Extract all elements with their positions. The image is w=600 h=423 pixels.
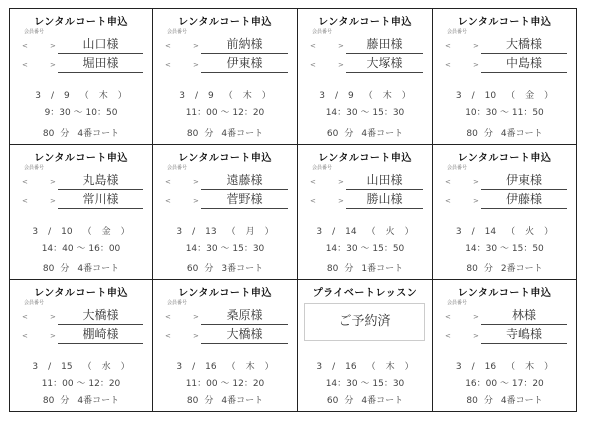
duration-court	[298, 261, 432, 274]
member-number-close: >	[50, 197, 56, 205]
duration: 80	[466, 396, 478, 406]
reservation-date: 3 / 9 （ 木 ）	[35, 91, 127, 101]
court-number: 1番コート	[361, 264, 404, 274]
rental-card	[10, 9, 153, 145]
card-title: レンタルコート申込	[34, 153, 128, 164]
reservation-date: 3 / 16 （ 木 ）	[455, 362, 554, 372]
duration-court	[433, 393, 576, 406]
applicant-name-1: 大橋様	[58, 307, 143, 325]
applicant-name-1: 前納様	[201, 36, 288, 54]
court-number: 3番コート	[221, 264, 264, 274]
duration-court	[153, 393, 297, 406]
applicant-name-1: 遠藤様	[201, 172, 288, 190]
member-number-open: <	[310, 42, 316, 50]
rental-card	[433, 280, 576, 411]
member-row-1	[10, 36, 152, 54]
member-number-close: >	[193, 61, 199, 69]
reservation-time: 14：30 ～ 15：30	[325, 379, 405, 389]
card-title: レンタルコート申込	[34, 17, 128, 28]
member-number-close: >	[193, 197, 199, 205]
court-number: 4番コート	[361, 129, 404, 139]
member-number-close: >	[338, 42, 344, 50]
member-number-close: >	[50, 42, 56, 50]
member-number-close: >	[338, 178, 344, 186]
member-number-label: 会員番号	[167, 165, 188, 171]
member-number-close: >	[338, 61, 344, 69]
member-number-open: <	[445, 313, 451, 321]
reservation-date: 3 / 16 （ 木 ）	[316, 362, 414, 372]
member-row-1	[433, 36, 576, 54]
member-number-open: <	[445, 197, 451, 205]
duration-court	[153, 261, 297, 274]
reservation-grid	[10, 9, 576, 411]
member-number-close: >	[473, 61, 479, 69]
member-number-label: 会員番号	[24, 165, 45, 171]
member-number-close: >	[473, 42, 479, 50]
court-number: 4番コート	[500, 129, 543, 139]
rental-card	[10, 280, 153, 411]
duration: 80	[42, 264, 55, 274]
minutes-unit: 分	[483, 129, 493, 139]
member-number-label: 会員番号	[312, 29, 333, 35]
member-row-1	[433, 172, 576, 190]
duration: 80	[42, 396, 55, 406]
applicant-name-1: 山口様	[58, 36, 143, 54]
court-number: 4番コート	[77, 264, 120, 274]
court-number: 4番コート	[500, 396, 543, 406]
member-row-1	[298, 36, 432, 54]
member-row-2	[153, 55, 297, 73]
duration-court	[298, 126, 432, 139]
applicant-name-1: 藤田様	[346, 36, 423, 54]
member-number-open: <	[22, 197, 28, 205]
member-number-open: <	[310, 178, 316, 186]
member-number-open: <	[165, 42, 171, 50]
reservation-sheet	[9, 8, 577, 412]
reservation-date: 3 / 16 （ 木 ）	[176, 362, 274, 372]
card-title: プライベートレッスン	[312, 288, 418, 299]
reservation-time: 14：30 ～ 15：30	[185, 244, 265, 254]
member-row-1	[153, 307, 297, 325]
member-row-2	[10, 191, 152, 209]
reservation-time: 14：30 ～ 15：50	[325, 244, 405, 254]
member-row-2	[153, 191, 297, 209]
reserved-stamp: ご予約済	[304, 303, 425, 341]
card-title: レンタルコート申込	[178, 17, 272, 28]
member-number-open: <	[165, 332, 171, 340]
member-row-1	[433, 307, 576, 325]
reservation-date: 3 / 14 （ 火 ）	[455, 227, 554, 237]
member-row-2	[10, 55, 152, 73]
member-number-open: <	[165, 178, 171, 186]
member-number-open: <	[445, 178, 451, 186]
reservation-time: 14：30 ～ 15：30	[325, 108, 405, 118]
reservation-time: 11：00 ～ 12：20	[185, 108, 265, 118]
duration: 60	[186, 264, 199, 274]
member-row-2	[298, 191, 432, 209]
court-number: 4番コート	[77, 396, 120, 406]
member-number-close: >	[473, 313, 479, 321]
member-number-label: 会員番号	[447, 300, 468, 306]
card-title: レンタルコート申込	[178, 288, 272, 299]
minutes-unit: 分	[204, 129, 214, 139]
member-number-label: 会員番号	[447, 29, 468, 35]
member-number-label: 会員番号	[24, 29, 45, 35]
member-number-close: >	[50, 313, 56, 321]
duration-court	[10, 126, 152, 139]
card-title: レンタルコート申込	[457, 288, 552, 299]
applicant-name-2: 伊東様	[201, 55, 288, 73]
rental-card	[298, 145, 433, 280]
member-number-close: >	[473, 178, 479, 186]
rental-card	[153, 145, 298, 280]
member-number-open: <	[165, 197, 171, 205]
applicant-name-2: 大橋様	[201, 326, 288, 344]
member-row-1	[10, 307, 152, 325]
applicant-name-1: 桑原様	[201, 307, 288, 325]
court-number: 4番コート	[221, 396, 264, 406]
card-title: レンタルコート申込	[318, 153, 412, 164]
applicant-name-1: 林様	[481, 307, 567, 325]
applicant-name-2: 勝山様	[346, 191, 423, 209]
reservation-date: 3 / 10 （ 金 ）	[455, 91, 554, 101]
lesson-card	[298, 280, 433, 411]
duration-court	[298, 393, 432, 406]
applicant-name-2: 中島様	[481, 55, 567, 73]
card-title: レンタルコート申込	[457, 153, 552, 164]
minutes-unit: 分	[483, 264, 493, 274]
duration-court	[10, 261, 152, 274]
reservation-time: 11：00 ～ 12：20	[185, 379, 265, 389]
duration: 80	[326, 264, 339, 274]
member-row-1	[10, 172, 152, 190]
applicant-name-2: 棚崎様	[58, 326, 143, 344]
court-number: 4番コート	[221, 129, 264, 139]
applicant-name-1: 伊東様	[481, 172, 567, 190]
member-row-2	[433, 326, 576, 344]
reservation-date: 3 / 15 （ 水 ）	[32, 362, 130, 372]
duration: 80	[466, 264, 478, 274]
court-number: 4番コート	[77, 129, 120, 139]
member-number-open: <	[22, 332, 28, 340]
reservation-time: 14：30 ～ 15：50	[465, 244, 544, 254]
card-title: レンタルコート申込	[178, 153, 272, 164]
duration-court	[153, 126, 297, 139]
reservation-time: 14：40 ～ 16：00	[41, 244, 121, 254]
member-row-2	[298, 55, 432, 73]
member-number-open: <	[310, 61, 316, 69]
reservation-time: 10：30 ～ 11：50	[465, 108, 544, 118]
rental-card	[153, 280, 298, 411]
court-number: 2番コート	[500, 264, 543, 274]
member-number-open: <	[445, 332, 451, 340]
member-row-2	[433, 191, 576, 209]
member-number-close: >	[50, 332, 56, 340]
applicant-name-2: 常川様	[58, 191, 143, 209]
card-title: レンタルコート申込	[34, 288, 128, 299]
member-number-close: >	[50, 61, 56, 69]
applicant-name-1: 大橋様	[481, 36, 567, 54]
duration: 80	[186, 396, 199, 406]
member-number-open: <	[445, 61, 451, 69]
member-row-2	[153, 326, 297, 344]
rental-card	[298, 9, 433, 145]
member-number-close: >	[193, 313, 199, 321]
member-number-open: <	[22, 61, 28, 69]
member-number-open: <	[22, 178, 28, 186]
rental-card	[433, 9, 576, 145]
rental-card	[153, 9, 298, 145]
member-number-label: 会員番号	[447, 165, 468, 171]
member-number-label: 会員番号	[312, 165, 333, 171]
member-number-close: >	[473, 197, 479, 205]
reservation-date: 3 / 9 （ 木 ）	[319, 91, 411, 101]
reservation-date: 3 / 9 （ 木 ）	[179, 91, 271, 101]
duration-court	[433, 261, 576, 274]
minutes-unit: 分	[204, 396, 214, 406]
minutes-unit: 分	[344, 129, 354, 139]
reservation-date: 3 / 13 （ 月 ）	[176, 227, 274, 237]
duration-court	[433, 126, 576, 139]
reservation-time: 11：00 ～ 12：20	[41, 379, 121, 389]
minutes-unit: 分	[60, 264, 70, 274]
member-number-label: 会員番号	[167, 300, 188, 306]
member-number-close: >	[193, 332, 199, 340]
member-row-2	[10, 326, 152, 344]
card-title: レンタルコート申込	[457, 17, 552, 28]
duration-court	[10, 393, 152, 406]
court-number: 4番コート	[361, 396, 404, 406]
member-number-close: >	[473, 332, 479, 340]
minutes-unit: 分	[60, 396, 70, 406]
applicant-name-2: 堀田様	[58, 55, 143, 73]
member-row-1	[153, 172, 297, 190]
member-number-open: <	[165, 61, 171, 69]
member-row-1	[153, 36, 297, 54]
duration: 80	[42, 129, 55, 139]
minutes-unit: 分	[344, 396, 354, 406]
card-title: レンタルコート申込	[318, 17, 412, 28]
member-number-open: <	[445, 42, 451, 50]
reservation-time: 16：00 ～ 17：20	[465, 379, 544, 389]
duration: 60	[326, 129, 339, 139]
duration: 80	[466, 129, 478, 139]
reservation-date: 3 / 10 （ 金 ）	[32, 227, 130, 237]
minutes-unit: 分	[483, 396, 493, 406]
member-number-open: <	[22, 313, 28, 321]
minutes-unit: 分	[344, 264, 354, 274]
member-number-close: >	[338, 197, 344, 205]
member-number-open: <	[310, 197, 316, 205]
member-number-close: >	[193, 178, 199, 186]
applicant-name-2: 大塚様	[346, 55, 423, 73]
member-number-close: >	[50, 178, 56, 186]
duration: 80	[186, 129, 199, 139]
rental-card	[433, 145, 576, 280]
member-number-label: 会員番号	[167, 29, 188, 35]
reservation-date: 3 / 14 （ 火 ）	[316, 227, 414, 237]
member-row-1	[298, 172, 432, 190]
member-number-open: <	[165, 313, 171, 321]
applicant-name-2: 伊藤様	[481, 191, 567, 209]
member-row-2	[433, 55, 576, 73]
member-number-close: >	[193, 42, 199, 50]
minutes-unit: 分	[204, 264, 214, 274]
duration: 60	[326, 396, 339, 406]
member-number-open: <	[22, 42, 28, 50]
rental-card	[10, 145, 153, 280]
applicant-name-1: 丸島様	[58, 172, 143, 190]
minutes-unit: 分	[60, 129, 70, 139]
applicant-name-1: 山田様	[346, 172, 423, 190]
member-number-label: 会員番号	[24, 300, 45, 306]
applicant-name-2: 菅野様	[201, 191, 288, 209]
reservation-time: 9：30 ～ 10：50	[44, 108, 118, 118]
applicant-name-2: 寺嶋様	[481, 326, 567, 344]
